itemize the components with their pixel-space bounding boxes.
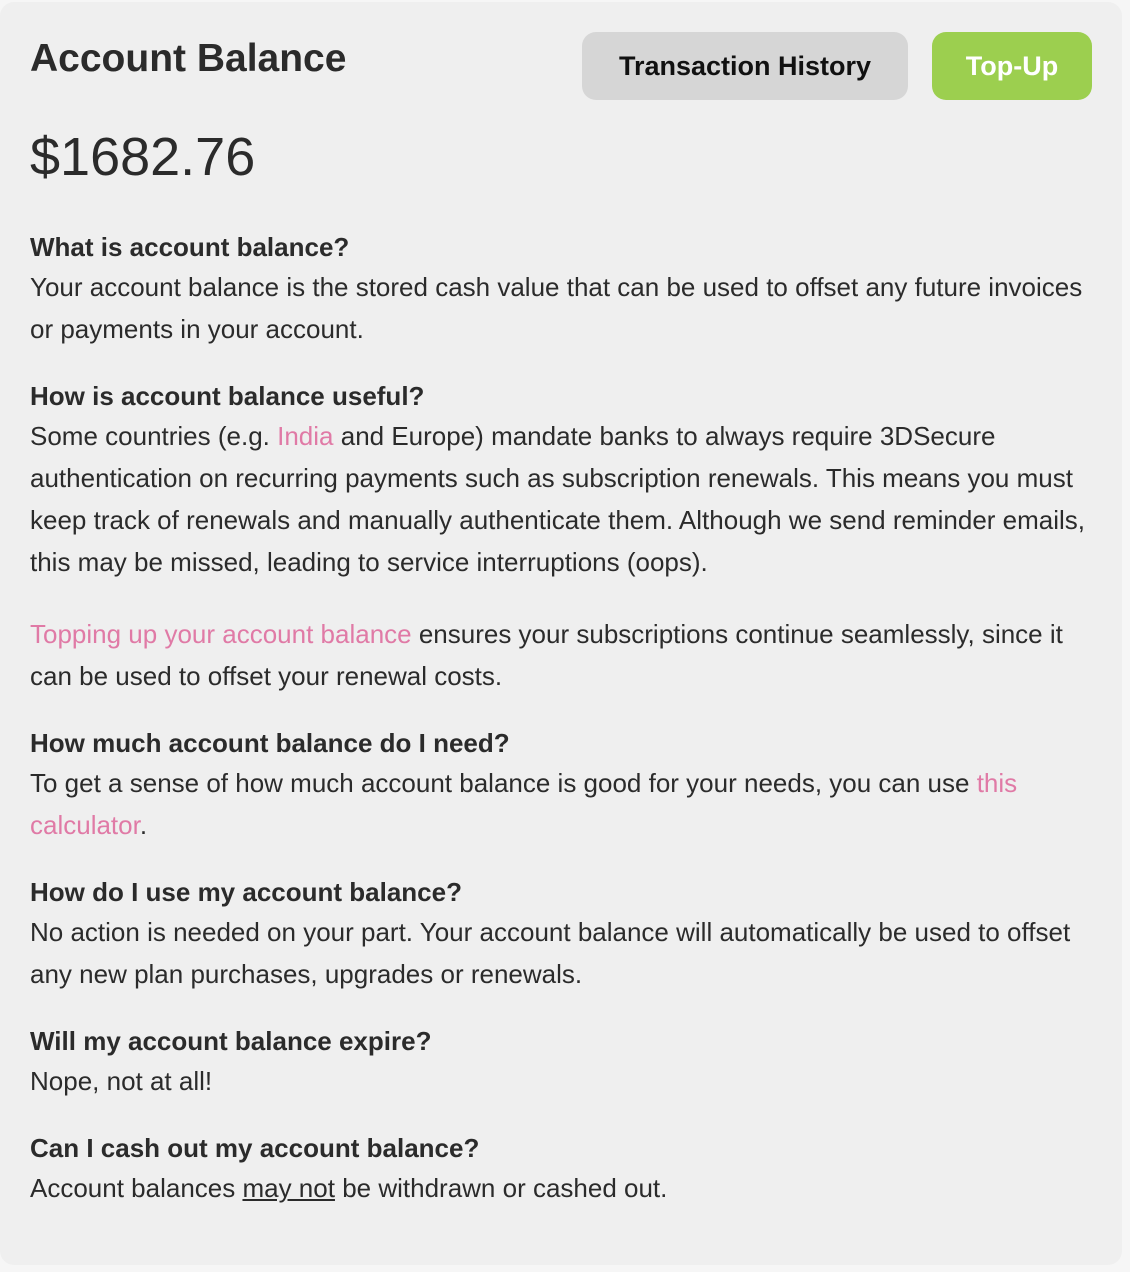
faq-question: Will my account balance expire? <box>30 1026 432 1056</box>
faq-answer-2 <box>30 613 1100 697</box>
calculator-link[interactable]: this calculator <box>30 768 1018 840</box>
faq-item <box>30 1129 1100 1209</box>
faq-item <box>30 377 1100 697</box>
faq-answer <box>30 415 1100 583</box>
faq-item <box>30 1022 1100 1102</box>
answer-text: and Europe) mandate banks to always require 3DSecure authentication on recurring payments such as subscription renewals. This means you must keep track of renewals and manually authenticate them. Although we send reminder emails, this may be missed, leading to service interruptions (oops). <box>30 421 1086 577</box>
top-up-button[interactable]: Top-Up <box>932 32 1092 100</box>
faq-item <box>30 873 1100 995</box>
faq-answer: No action is needed on your part. Your account balance will automatically be used to offset any new plan purchases, upgrades or renewals. <box>30 917 1071 989</box>
faq-item <box>30 228 1100 350</box>
answer-text: be withdrawn or cashed out. <box>334 1173 668 1203</box>
faq-answer: Nope, not at all! <box>30 1066 213 1096</box>
faq-answer: Your account balance is the stored cash value that can be used to offset any future invoices or payments in your account. <box>30 272 1083 344</box>
faq-answer <box>30 762 1100 846</box>
emphasis-text: may not <box>242 1173 335 1203</box>
faq-question: Can I cash out my account balance? <box>30 1133 480 1163</box>
answer-text: Account balances <box>30 1173 243 1203</box>
answer-text: Some countries (e.g. <box>30 421 278 451</box>
header-actions <box>582 32 1092 100</box>
faq-question: How do I use my account balance? <box>30 877 462 907</box>
faq-item <box>30 724 1100 846</box>
faq-question: What is account balance? <box>30 232 350 262</box>
answer-text: ensures your subscriptions continue seamlessly, since it can be used to offset your renewal costs. <box>30 619 1063 691</box>
india-link[interactable]: India <box>277 421 334 451</box>
faq-answer <box>30 1167 1100 1209</box>
balance-amount: $1682.76 <box>30 127 256 187</box>
answer-text: To get a sense of how much account balance is good for your needs, you can use <box>30 768 977 798</box>
faq <box>30 228 1100 1236</box>
faq-question: How is account balance useful? <box>30 381 425 411</box>
transaction-history-button[interactable]: Transaction History <box>582 32 908 100</box>
top-up-link[interactable]: Topping up your account balance <box>30 619 412 649</box>
faq-question: How much account balance do I need? <box>30 728 510 758</box>
account-balance-card <box>0 2 1122 1265</box>
page-title: Account Balance <box>30 37 347 80</box>
answer-text: . <box>139 810 148 840</box>
